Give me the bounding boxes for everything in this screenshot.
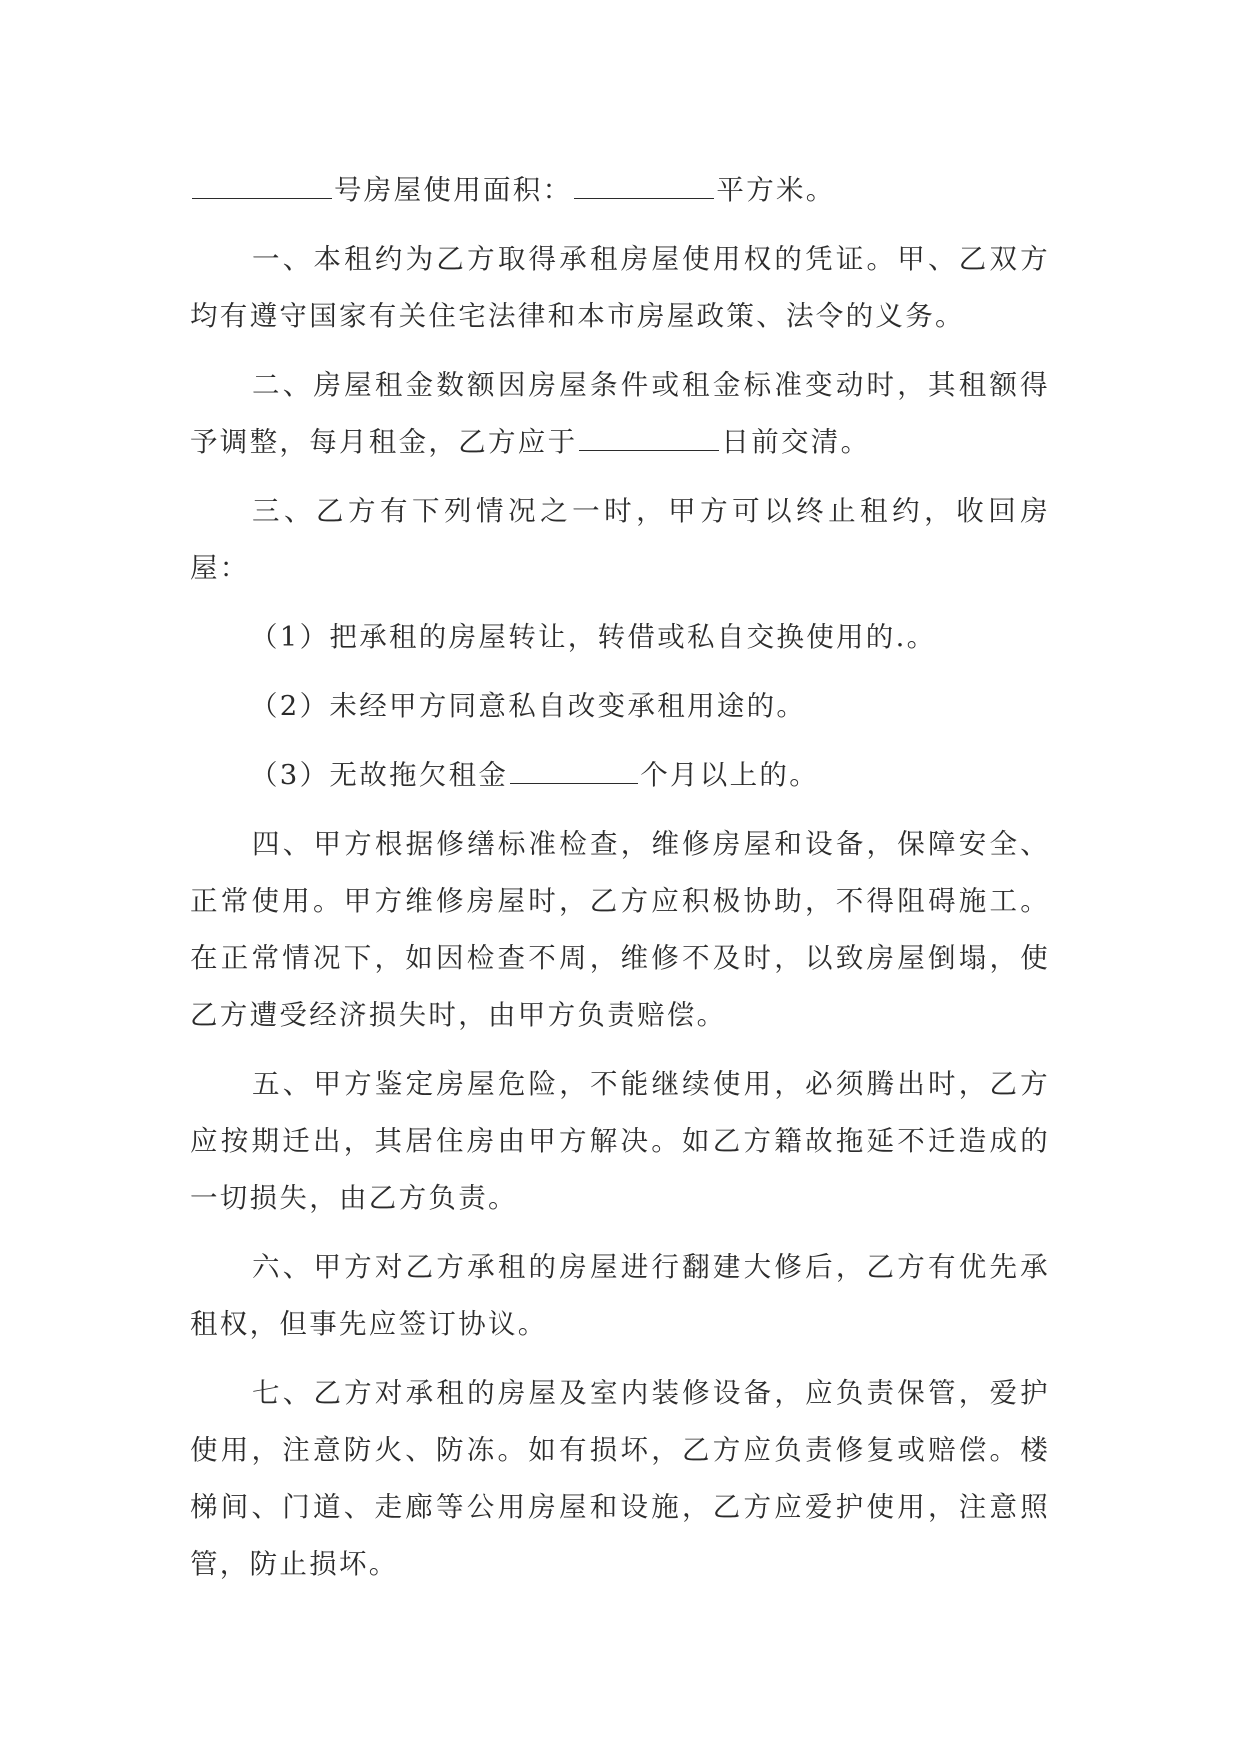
clause-5: 五、甲方鉴定房屋危险，不能继续使用，必须腾出时，乙方应按期迁出，其居住房由甲方解决。如乙方籍故拖延不迁造成的一切损失，由乙方负责。 <box>190 1068 1050 1214</box>
clause-2-text-2: 日前交清。 <box>721 426 871 458</box>
clause-3-item-1: （1）把承租的房屋转让，转借或私自交换使用的.。 <box>250 621 937 653</box>
house-number-blank <box>192 170 332 199</box>
item-3-text-2: 个月以上的。 <box>640 759 820 791</box>
clause-2 <box>190 357 1050 471</box>
clause-3: 三、乙方有下列情况之一时，甲方可以终止租约，收回房屋： <box>190 495 1050 584</box>
area-line-text-2: 平方米。 <box>716 174 836 206</box>
clause-6: 六、甲方对乙方承租的房屋进行翻建大修后，乙方有优先承租权，但事先应签订协议。 <box>190 1251 1050 1340</box>
area-line <box>190 162 1050 219</box>
clause-3-item-3 <box>190 747 1050 804</box>
clause-7: 七、乙方对承租的房屋及室内装修设备，应负责保管，爱护使用，注意防火、防冻。如有损坏，乙方应负责修复或赔偿。楼梯间、门道、走廊等公用房屋和设施，乙方应爱护使用，注意照管，防止损坏。 <box>190 1377 1050 1580</box>
area-blank <box>574 170 714 199</box>
area-line-text-1: 号房屋使用面积： <box>334 174 573 206</box>
clause-2-text-1: 二、房屋租金数额因房屋条件或租金标准变动时，其租额得予调整，每月租金，乙方应于 <box>190 369 1050 458</box>
item-3-text-1: （3）无故拖欠租金 <box>250 759 509 791</box>
document-page <box>190 162 1050 1605</box>
payment-day-blank <box>579 422 719 451</box>
months-blank <box>510 755 638 784</box>
clause-4: 四、甲方根据修缮标准检查，维修房屋和设备，保障安全、正常使用。甲方维修房屋时，乙方应积极协助，不得阻碍施工。在正常情况下，如因检查不周，维修不及时，以致房屋倒塌，使乙方遭受经济损失时，由甲方负责赔偿。 <box>190 828 1050 1031</box>
clause-3-item-2: （2）未经甲方同意私自改变承租用途的。 <box>250 690 807 722</box>
clause-1: 一、本租约为乙方取得承租房屋使用权的凭证。甲、乙双方均有遵守国家有关住宅法律和本市房屋政策、法令的义务。 <box>190 243 1050 332</box>
